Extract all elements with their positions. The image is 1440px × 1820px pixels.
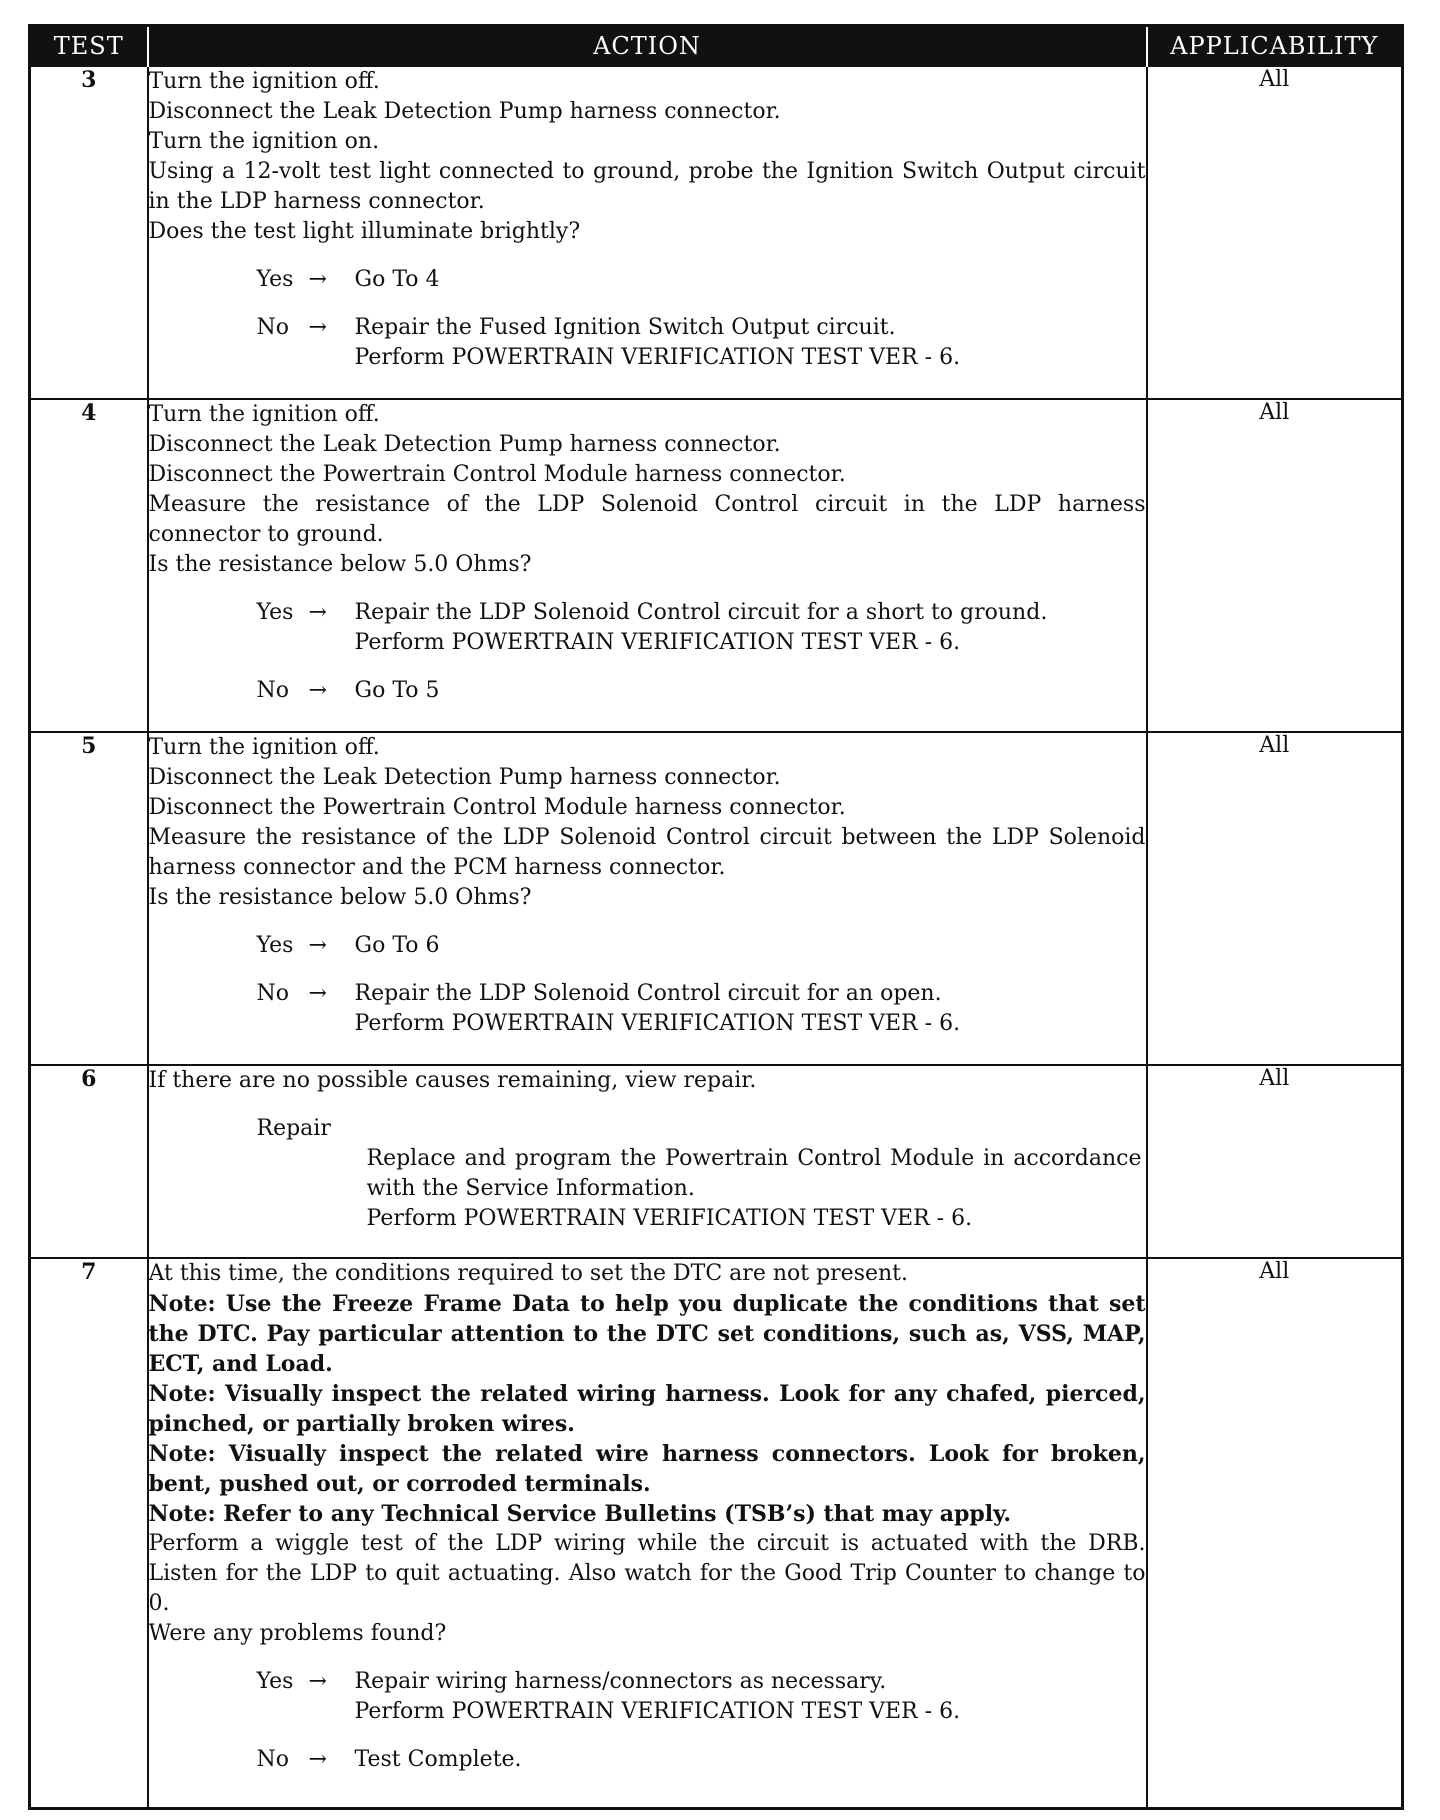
action-line: Turn the ignition off.: [148, 735, 380, 760]
test-number: 3: [30, 66, 148, 399]
table-row: [30, 66, 1403, 399]
arrow-right-icon: →: [308, 981, 327, 1006]
applicability-value: All: [1147, 1258, 1403, 1808]
action-cell: [148, 399, 1147, 732]
no-branch: [149, 979, 1146, 1039]
arrow-right-icon: →: [308, 933, 327, 958]
applicability-value: All: [1147, 1065, 1403, 1258]
header-row: [30, 26, 1403, 67]
no-label: No: [256, 315, 289, 340]
action-line: Disconnect the Leak Detection Pump harness connector.: [148, 432, 781, 457]
no-result: Test Complete.: [354, 1747, 522, 1772]
no-label: No: [256, 981, 289, 1006]
action-line: Perform a wiggle test of the LDP wiring while the circuit is actuated with the DRB. Listen for the LDP to quit actuating. Also watch for the Good Trip Counter to change to 0.: [148, 1531, 1146, 1616]
no-result: Repair the LDP Solenoid Control circuit for an open.: [354, 981, 942, 1006]
repair-perform: Perform POWERTRAIN VERIFICATION TEST VER - 6.: [366, 1206, 973, 1231]
yes-result: Repair wiring harness/connectors as necessary.: [354, 1669, 887, 1694]
yes-label: Yes: [256, 933, 294, 958]
action-line: Turn the ignition on.: [148, 129, 380, 154]
no-result: Perform POWERTRAIN VERIFICATION TEST VER - 6.: [354, 345, 961, 370]
applicability-value: All: [1147, 66, 1403, 399]
table-row: [30, 399, 1403, 732]
note-line: Note: Use the Freeze Frame Data to help you duplicate the conditions that set the DTC. Pay particular attention to the DTC set conditions, such as, VSS, MAP, ECT, and Load.: [148, 1291, 1146, 1377]
yes-result: Go To 6: [354, 933, 440, 958]
table-row: [30, 1065, 1403, 1258]
arrow-right-icon: →: [308, 267, 327, 292]
yes-branch: [149, 1667, 1146, 1727]
no-branch: [149, 313, 1146, 373]
repair-label: Repair: [256, 1116, 331, 1141]
action-line: Disconnect the Powertrain Control Module harness connector.: [148, 462, 846, 487]
action-line: Disconnect the Leak Detection Pump harness connector.: [148, 765, 781, 790]
no-label: No: [256, 678, 289, 703]
action-cell: [148, 732, 1147, 1065]
header-test: TEST: [30, 26, 148, 67]
yes-branch: [149, 931, 1146, 961]
header-applicability: APPLICABILITY: [1147, 26, 1403, 67]
table-row: [30, 1258, 1403, 1808]
no-result: Perform POWERTRAIN VERIFICATION TEST VER - 6.: [354, 1011, 961, 1036]
header-action: ACTION: [148, 26, 1147, 67]
table-row: [30, 732, 1403, 1065]
repair-text: Replace and program the Powertrain Control Module in accordance with the Service Information.: [366, 1146, 1142, 1201]
yes-result: Go To 4: [354, 267, 440, 292]
arrow-right-icon: →: [308, 1747, 327, 1772]
yes-result: Perform POWERTRAIN VERIFICATION TEST VER - 6.: [354, 630, 961, 655]
action-line: If there are no possible causes remaining, view repair.: [148, 1068, 757, 1093]
no-result: Repair the Fused Ignition Switch Output circuit.: [354, 315, 896, 340]
note-line: Note: Visually inspect the related wire harness connectors. Look for broken, bent, pushed out, or corroded terminals.: [148, 1441, 1146, 1497]
action-line: Using a 12-volt test light connected to ground, probe the Ignition Switch Output circuit in the LDP harness connector.: [148, 159, 1146, 214]
action-line: Measure the resistance of the LDP Solenoid Control circuit in the LDP harness connector to ground.: [148, 492, 1146, 547]
action-line: Disconnect the Powertrain Control Module harness connector.: [148, 795, 846, 820]
action-cell: [148, 1258, 1147, 1808]
action-line: Turn the ignition off.: [148, 402, 380, 427]
action-line: At this time, the conditions required to set the DTC are not present.: [148, 1261, 909, 1286]
arrow-right-icon: →: [308, 1669, 327, 1694]
test-number: 7: [30, 1258, 148, 1808]
test-number: 5: [30, 732, 148, 1065]
action-question: Were any problems found?: [148, 1621, 447, 1646]
yes-branch: [149, 598, 1146, 658]
action-cell: [148, 66, 1147, 399]
arrow-right-icon: →: [308, 600, 327, 625]
action-question: Is the resistance below 5.0 Ohms?: [148, 885, 532, 910]
action-cell: [148, 1065, 1147, 1258]
no-result: Go To 5: [354, 678, 440, 703]
action-question: Is the resistance below 5.0 Ohms?: [148, 552, 532, 577]
arrow-right-icon: →: [308, 678, 327, 703]
no-branch: [149, 676, 1146, 706]
arrow-right-icon: →: [308, 315, 327, 340]
action-line: Turn the ignition off.: [148, 69, 380, 94]
yes-label: Yes: [256, 1669, 294, 1694]
yes-result: Perform POWERTRAIN VERIFICATION TEST VER - 6.: [354, 1699, 961, 1724]
note-line: Note: Visually inspect the related wiring harness. Look for any chafed, pierced, pinched, or partially broken wires.: [148, 1381, 1146, 1437]
diagnostic-test-table: [28, 24, 1404, 1810]
yes-label: Yes: [256, 267, 294, 292]
yes-result: Repair the LDP Solenoid Control circuit for a short to ground.: [354, 600, 1048, 625]
action-line: Measure the resistance of the LDP Solenoid Control circuit between the LDP Solenoid harness connector and the PCM harness connector.: [148, 825, 1146, 880]
no-branch: [149, 1745, 1146, 1775]
test-number: 4: [30, 399, 148, 732]
yes-label: Yes: [256, 600, 294, 625]
action-question: Does the test light illuminate brightly?: [148, 219, 581, 244]
test-number: 6: [30, 1065, 148, 1258]
yes-branch: [149, 265, 1146, 295]
note-line: Note: Refer to any Technical Service Bulletins (TSB’s) that may apply.: [148, 1501, 1012, 1527]
no-label: No: [256, 1747, 289, 1772]
action-line: Disconnect the Leak Detection Pump harness connector.: [148, 99, 781, 124]
applicability-value: All: [1147, 399, 1403, 732]
applicability-value: All: [1147, 732, 1403, 1065]
